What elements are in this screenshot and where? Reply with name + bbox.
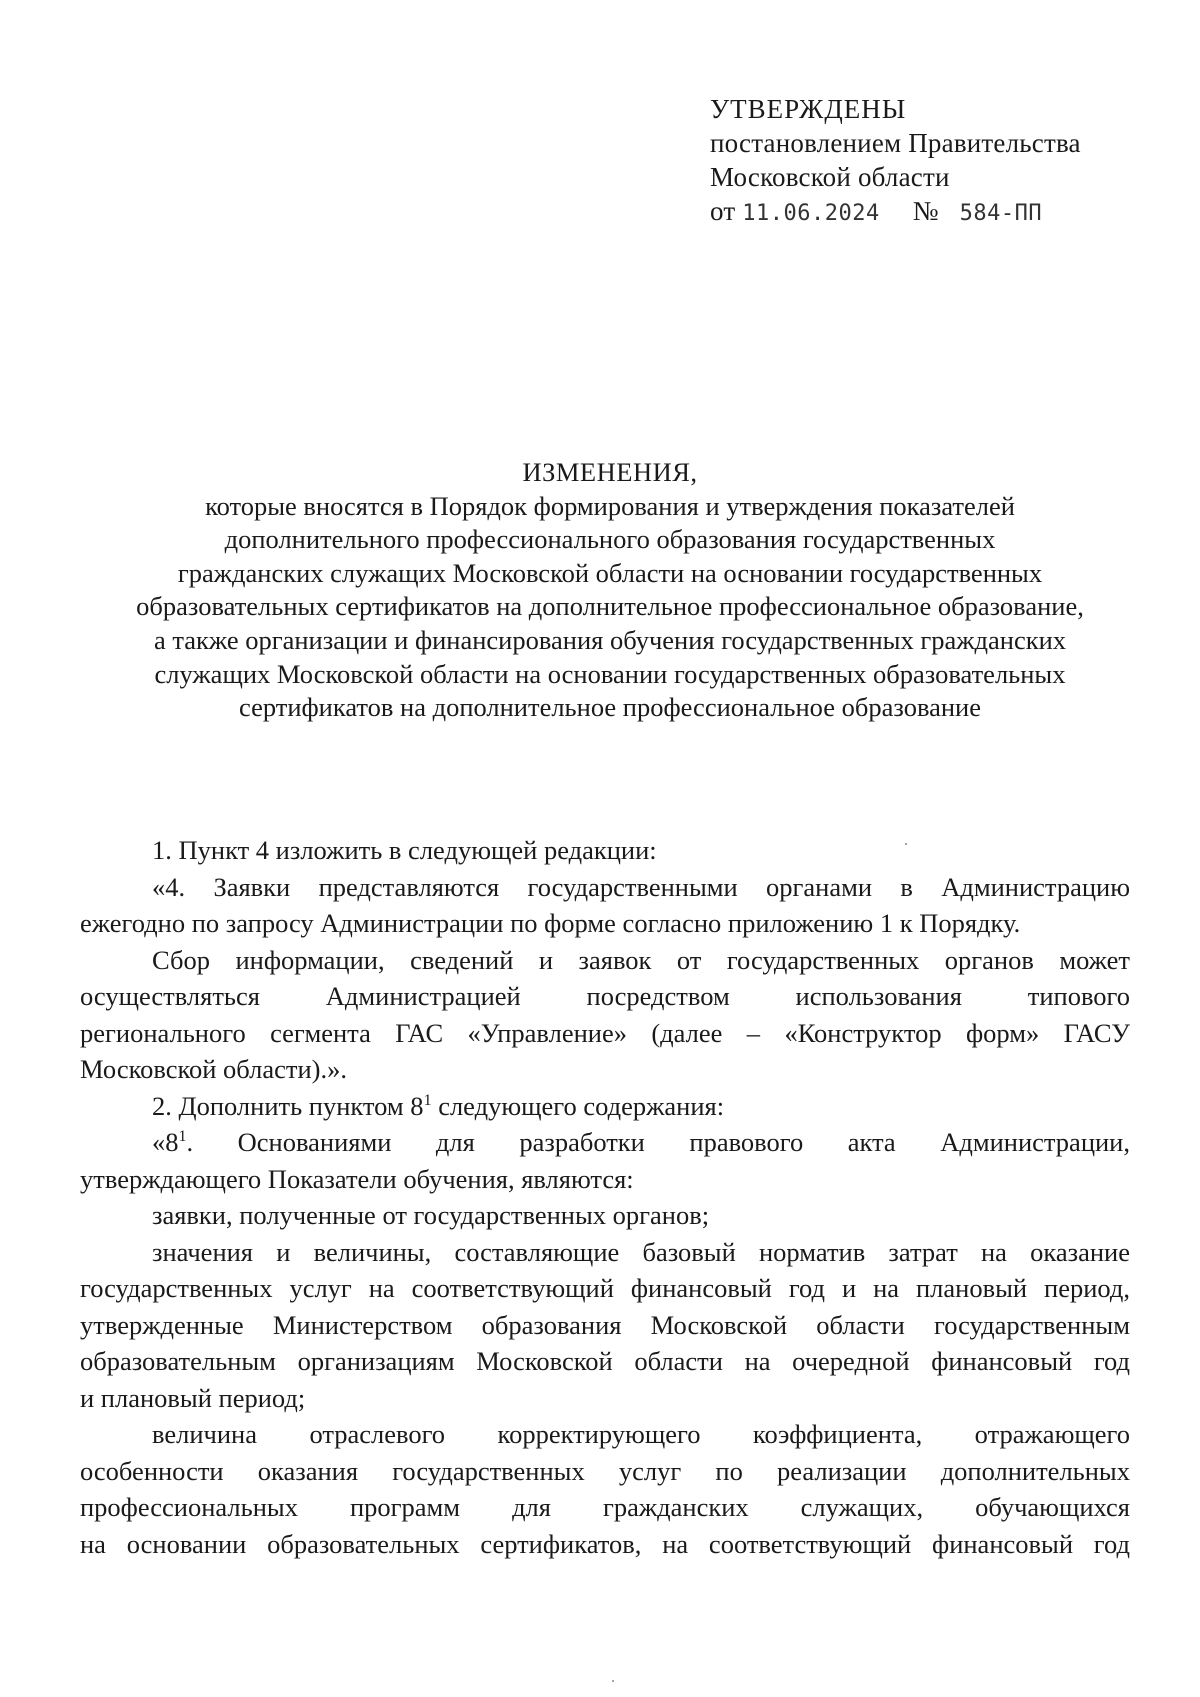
paragraph-8-1-line: [80, 1124, 1130, 1161]
approval-date: 11.06.2024: [742, 201, 880, 226]
approval-authority: постановлением Правительства: [710, 128, 1081, 158]
basis-item-3-line: особенности оказания государственных услуг по реализации дополнительных: [80, 1455, 1130, 1486]
approval-region: Московской области: [710, 162, 950, 192]
item-2-heading: [80, 1088, 1130, 1125]
basis-item-2-line: утвержденные Министерством образования Московской области государственным: [80, 1309, 1130, 1340]
basis-item-3-line: на основании образовательных сертификатов, на соответствующий финансовый год: [80, 1528, 1130, 1559]
basis-item-2-line: образовательным организациям Московской области на очередной финансовый год: [80, 1346, 1130, 1376]
item-2-superscript: 1: [423, 1091, 432, 1109]
paragraph-8-1-rest: . Основаниями для разработки правового акта Администрации,: [186, 1127, 1130, 1157]
paragraph-4-line: ежегодно по запросу Администрации по форме согласно приложению 1 к Порядку.: [80, 908, 1021, 938]
approval-number: 584-ПП: [959, 201, 1043, 226]
item-1-heading: 1. Пункт 4 изложить в следующей редакции:: [152, 835, 657, 865]
collection-paragraph-line: Сбор информации, сведений и заявок от государственных органов может: [152, 944, 1130, 975]
item-2-text: 2. Дополнить пунктом 8: [152, 1090, 424, 1121]
document-title: ИЗМЕНЕНИЯ,: [522, 457, 698, 487]
title-subtitle-line: гражданских служащих Московской области на основании государственных: [177, 557, 1043, 588]
document-body: [80, 832, 1130, 1562]
paragraph-8-1-line: утверждающего Показатели обучения, являются:: [80, 1163, 634, 1194]
paragraph-4-line: «4. Заявки представляются государственными органами в Администрацию: [152, 871, 1130, 902]
basis-item-2-line: значения и величины, составляющие базовый норматив затрат на оказание: [152, 1236, 1130, 1267]
collection-paragraph-line: осуществляться Администрацией посредством использования типового: [80, 981, 1130, 1011]
scan-speck: [905, 843, 907, 845]
approval-number-sign: №: [912, 196, 939, 226]
title-subtitle-line: образовательных сертификатов на дополнительное профессиональное образование,: [136, 591, 1084, 622]
approval-heading: УТВЕРЖДЕНЫ: [710, 94, 907, 124]
item-2-text-rest: следующего содержания:: [431, 1090, 725, 1121]
title-subtitle-line: которые вносятся в Порядок формирования и утверждения показателей: [205, 490, 1015, 521]
basis-item-2-line: государственных услуг на соответствующий финансовый год и на плановый период,: [80, 1273, 1130, 1303]
collection-paragraph-line: регионального сегмента ГАС «Управление» (далее – «Конструктор форм» ГАСУ: [80, 1017, 1130, 1048]
approval-block: [710, 92, 1081, 231]
collection-paragraph-line: Московской области).».: [80, 1054, 347, 1084]
paragraph-8-1-superscript: 1: [178, 1128, 187, 1146]
scan-speck: [612, 1680, 614, 1682]
basis-item-3-line: величина отраслевого корректирующего коэффициента, отражающего: [152, 1419, 1130, 1449]
approval-date-line: [710, 194, 1081, 231]
document-title-block: [80, 456, 1140, 725]
basis-item-2-line: и плановый период;: [80, 1382, 306, 1413]
title-subtitle-line: а также организации и финансирования обучения государственных гражданских: [153, 624, 1067, 655]
title-subtitle-line: сертификатов на дополнительное профессиональное образование: [238, 692, 981, 723]
approval-date-prefix: от: [710, 196, 736, 226]
basis-item-3-line: профессиональных программ для гражданских служащих, обучающихся: [80, 1492, 1130, 1522]
paragraph-8-1-open: «8: [152, 1127, 179, 1157]
basis-item-1: заявки, полученные от государственных органов;: [152, 1200, 710, 1230]
title-subtitle-line: служащих Московской области на основании государственных образовательных: [154, 658, 1066, 689]
title-subtitle-line: дополнительного профессионального образования государственных: [224, 524, 996, 555]
